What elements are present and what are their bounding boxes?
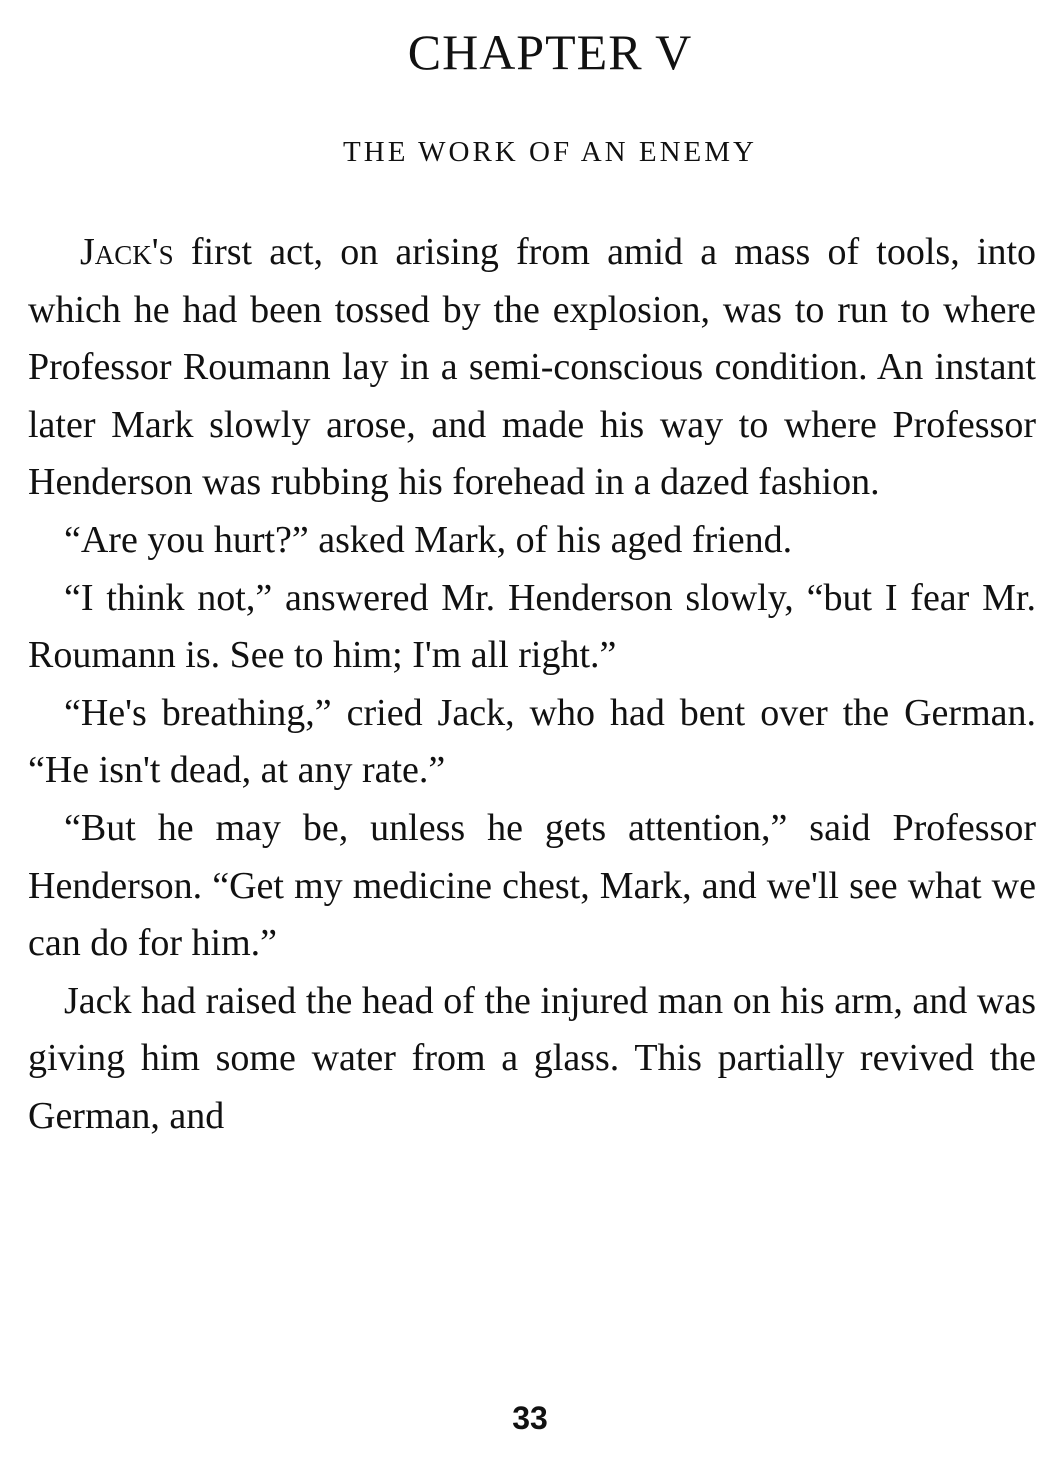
paragraph-4: “He's breathing,” cried Jack, who had bent over the German. “He isn't dead, at any rate.” xyxy=(28,691,1036,792)
chapter-subtitle: THE WORK OF AN ENEMY xyxy=(343,136,757,168)
chapter-title: CHAPTER V xyxy=(407,24,693,80)
paragraph-5: “But he may be, unless he gets attention,” said Professor Henderson. “Get my medicine chest, Mark, and we'll see what we can do for him.” xyxy=(28,806,1036,965)
paragraph-1 xyxy=(28,224,1036,512)
body-text xyxy=(28,224,1036,1146)
paragraph-2: “Are you hurt?” asked Mark, of his aged friend. xyxy=(64,518,793,561)
page-number: 33 xyxy=(512,1400,548,1436)
lead-small-caps: ack's xyxy=(94,231,174,273)
paragraph-1-text: first act, on arising from amid a mass of tools, into which he had been tossed by the explosion, was to run to where Professor Roumann lay in a semi-conscious condition. An instant later Mark slowly arose, and made his way to where Professor Henderson was rubbing his forehead in a dazed fashion. xyxy=(28,231,1036,504)
paragraph-3: “I think not,” answered Mr. Henderson slowly, “but I fear Mr. Roumann is. See to him; I'm all right.” xyxy=(28,576,1036,677)
lead-capital: J xyxy=(80,231,95,273)
paragraph-6: Jack had raised the head of the injured man on his arm, and was giving him some water from a glass. This partially revived the German, and xyxy=(28,979,1036,1137)
